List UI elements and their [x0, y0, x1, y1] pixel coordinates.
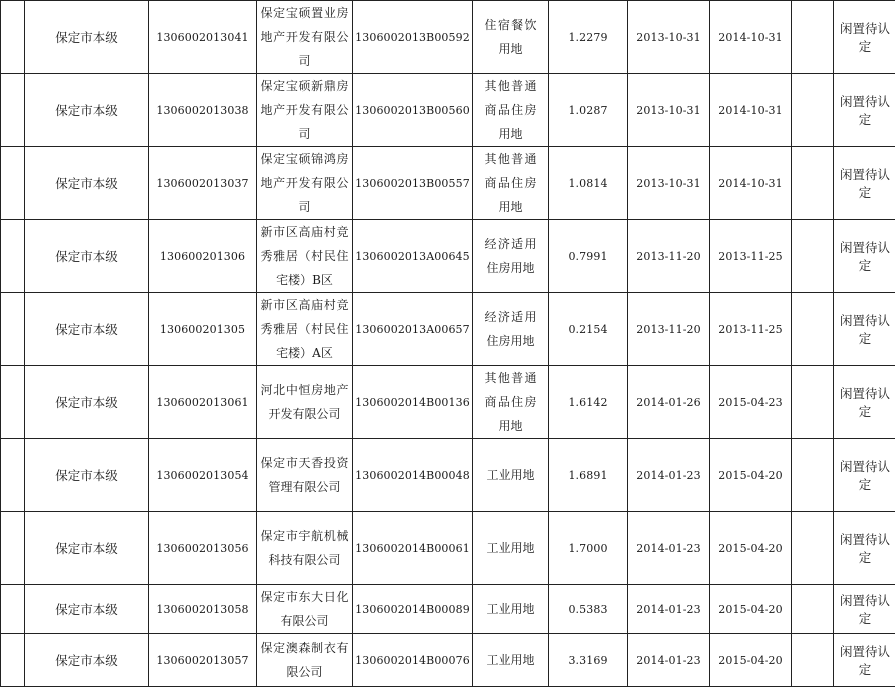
land-use-cell — [473, 439, 549, 512]
area-cell: 0.7991 — [549, 220, 628, 293]
area-cell: 1.0814 — [549, 147, 628, 220]
contract-date-cell: 2014-01-26 — [628, 366, 710, 439]
land-user-name-cell-text: 保定宝硕置业房地产开发有限公司 — [260, 6, 349, 68]
contract-date-cell: 2014-01-23 — [628, 512, 710, 585]
table-row — [1, 366, 895, 439]
blank-cell — [792, 147, 834, 220]
contract-number-cell: 1306002014B00089 — [353, 585, 473, 634]
status-cell: 闲置待认定 — [834, 585, 895, 634]
land-user-name-cell-text: 保定市天香投资管理有限公司 — [260, 456, 349, 494]
agreed-start-date-cell: 2013-11-25 — [710, 220, 792, 293]
contract-date-cell: 2014-01-23 — [628, 439, 710, 512]
district-cell: 保定市本级 — [25, 634, 149, 687]
contract-date-cell: 2013-11-20 — [628, 293, 710, 366]
status-cell: 闲置待认定 — [834, 220, 895, 293]
status-cell: 闲置待认定 — [834, 634, 895, 687]
row-edge-cell — [1, 293, 25, 366]
land-user-name-cell-text: 保定市东大日化有限公司 — [260, 590, 349, 628]
district-cell: 保定市本级 — [25, 1, 149, 74]
status-cell: 闲置待认定 — [834, 512, 895, 585]
contract-number-cell: 1306002013A00645 — [353, 220, 473, 293]
land-code-cell: 1306002013037 — [149, 147, 257, 220]
area-cell: 1.6891 — [549, 439, 628, 512]
table-row — [1, 293, 895, 366]
district-cell: 保定市本级 — [25, 220, 149, 293]
row-edge-cell — [1, 634, 25, 687]
land-code-cell: 1306002013057 — [149, 634, 257, 687]
land-code-cell: 1306002013038 — [149, 74, 257, 147]
contract-number-cell: 1306002013B00592 — [353, 1, 473, 74]
row-edge-cell — [1, 147, 25, 220]
table-row — [1, 634, 895, 687]
district-cell: 保定市本级 — [25, 585, 149, 634]
agreed-start-date-cell: 2014-10-31 — [710, 74, 792, 147]
blank-cell — [792, 1, 834, 74]
land-user-name-cell — [257, 634, 353, 687]
land-code-cell: 1306002013056 — [149, 512, 257, 585]
table-row — [1, 512, 895, 585]
contract-number-cell: 1306002013B00560 — [353, 74, 473, 147]
land-user-name-cell-text: 保定市宇航机械科技有限公司 — [260, 529, 349, 567]
status-cell: 闲置待认定 — [834, 439, 895, 512]
land-user-name-cell-text: 保定宝硕新鼎房地产开发有限公司 — [260, 79, 349, 141]
row-edge-cell — [1, 439, 25, 512]
land-code-cell: 130600201305 — [149, 293, 257, 366]
blank-cell — [792, 585, 834, 634]
blank-cell — [792, 366, 834, 439]
land-code-cell: 1306002013061 — [149, 366, 257, 439]
land-user-name-cell-text: 新市区高庙村竞秀雅居（村民住宅楼）B区 — [260, 225, 349, 287]
agreed-start-date-cell: 2015-04-20 — [710, 634, 792, 687]
agreed-start-date-cell: 2015-04-23 — [710, 366, 792, 439]
land-user-name-cell-text: 保定宝硕锦鸿房地产开发有限公司 — [260, 152, 349, 214]
table-row — [1, 439, 895, 512]
contract-number-cell: 1306002014B00076 — [353, 634, 473, 687]
land-user-name-cell-text: 保定澳森制衣有限公司 — [260, 641, 349, 679]
contract-number-cell: 1306002014B00061 — [353, 512, 473, 585]
agreed-start-date-cell: 2014-10-31 — [710, 1, 792, 74]
blank-cell — [792, 293, 834, 366]
row-edge-cell — [1, 366, 25, 439]
area-cell: 3.3169 — [549, 634, 628, 687]
table-row — [1, 585, 895, 634]
land-use-cell-text: 其他普通商品住房用地 — [484, 152, 537, 214]
blank-cell — [792, 74, 834, 147]
row-edge-cell — [1, 512, 25, 585]
area-cell: 1.6142 — [549, 366, 628, 439]
land-user-name-cell — [257, 1, 353, 74]
agreed-start-date-cell: 2015-04-20 — [710, 439, 792, 512]
land-use-cell-text: 其他普通商品住房用地 — [484, 371, 537, 433]
contract-date-cell: 2013-10-31 — [628, 74, 710, 147]
district-cell: 保定市本级 — [25, 293, 149, 366]
agreed-start-date-cell: 2015-04-20 — [710, 585, 792, 634]
contract-date-cell: 2013-10-31 — [628, 1, 710, 74]
contract-number-cell: 1306002013B00557 — [353, 147, 473, 220]
area-cell: 1.2279 — [549, 1, 628, 74]
district-cell: 保定市本级 — [25, 512, 149, 585]
land-code-cell: 130600201306 — [149, 220, 257, 293]
land-code-cell: 1306002013058 — [149, 585, 257, 634]
land-use-cell — [473, 634, 549, 687]
land-use-cell — [473, 1, 549, 74]
district-cell: 保定市本级 — [25, 366, 149, 439]
status-cell: 闲置待认定 — [834, 293, 895, 366]
row-edge-cell — [1, 220, 25, 293]
land-use-cell — [473, 147, 549, 220]
table-row — [1, 74, 895, 147]
district-cell: 保定市本级 — [25, 74, 149, 147]
land-user-name-cell — [257, 366, 353, 439]
land-user-name-cell — [257, 585, 353, 634]
status-cell: 闲置待认定 — [834, 147, 895, 220]
status-cell: 闲置待认定 — [834, 1, 895, 74]
land-user-name-cell — [257, 147, 353, 220]
table-row — [1, 147, 895, 220]
land-use-cell-text: 经济适用住房用地 — [484, 237, 537, 275]
land-user-name-cell — [257, 512, 353, 585]
land-use-cell — [473, 74, 549, 147]
blank-cell — [792, 512, 834, 585]
land-code-cell: 1306002013041 — [149, 1, 257, 74]
land-use-cell-text: 工业用地 — [486, 602, 535, 616]
land-use-cell-text: 工业用地 — [486, 468, 535, 482]
land-user-name-cell — [257, 220, 353, 293]
status-cell: 闲置待认定 — [834, 366, 895, 439]
contract-number-cell: 1306002014B00048 — [353, 439, 473, 512]
area-cell: 0.2154 — [549, 293, 628, 366]
land-user-name-cell-text: 新市区高庙村竞秀雅居（村民住宅楼）A区 — [260, 298, 349, 360]
table-row — [1, 220, 895, 293]
agreed-start-date-cell: 2015-04-20 — [710, 512, 792, 585]
contract-date-cell: 2013-10-31 — [628, 147, 710, 220]
area-cell: 0.5383 — [549, 585, 628, 634]
land-use-cell — [473, 220, 549, 293]
area-cell: 1.0287 — [549, 74, 628, 147]
land-use-cell — [473, 585, 549, 634]
district-cell: 保定市本级 — [25, 147, 149, 220]
land-user-name-cell-text: 河北中恒房地产开发有限公司 — [260, 383, 349, 421]
contract-date-cell: 2014-01-23 — [628, 634, 710, 687]
blank-cell — [792, 220, 834, 293]
land-use-cell-text: 经济适用住房用地 — [484, 310, 537, 348]
land-use-cell — [473, 366, 549, 439]
blank-cell — [792, 439, 834, 512]
table-row — [1, 1, 895, 74]
district-cell: 保定市本级 — [25, 439, 149, 512]
contract-date-cell: 2013-11-20 — [628, 220, 710, 293]
row-edge-cell — [1, 1, 25, 74]
land-use-cell-text: 其他普通商品住房用地 — [484, 79, 537, 141]
row-edge-cell — [1, 585, 25, 634]
land-code-cell: 1306002013054 — [149, 439, 257, 512]
land-user-name-cell — [257, 439, 353, 512]
area-cell: 1.7000 — [549, 512, 628, 585]
land-use-cell-text: 工业用地 — [486, 541, 535, 555]
land-use-cell — [473, 512, 549, 585]
agreed-start-date-cell: 2014-10-31 — [710, 147, 792, 220]
status-cell: 闲置待认定 — [834, 74, 895, 147]
agreed-start-date-cell: 2013-11-25 — [710, 293, 792, 366]
blank-cell — [792, 634, 834, 687]
land-use-cell — [473, 293, 549, 366]
land-user-name-cell — [257, 74, 353, 147]
contract-number-cell: 1306002013A00657 — [353, 293, 473, 366]
land-use-cell-text: 工业用地 — [486, 653, 535, 667]
contract-number-cell: 1306002014B00136 — [353, 366, 473, 439]
land-use-cell-text: 住宿餐饮用地 — [484, 18, 537, 56]
land-user-name-cell — [257, 293, 353, 366]
row-edge-cell — [1, 74, 25, 147]
contract-date-cell: 2014-01-23 — [628, 585, 710, 634]
